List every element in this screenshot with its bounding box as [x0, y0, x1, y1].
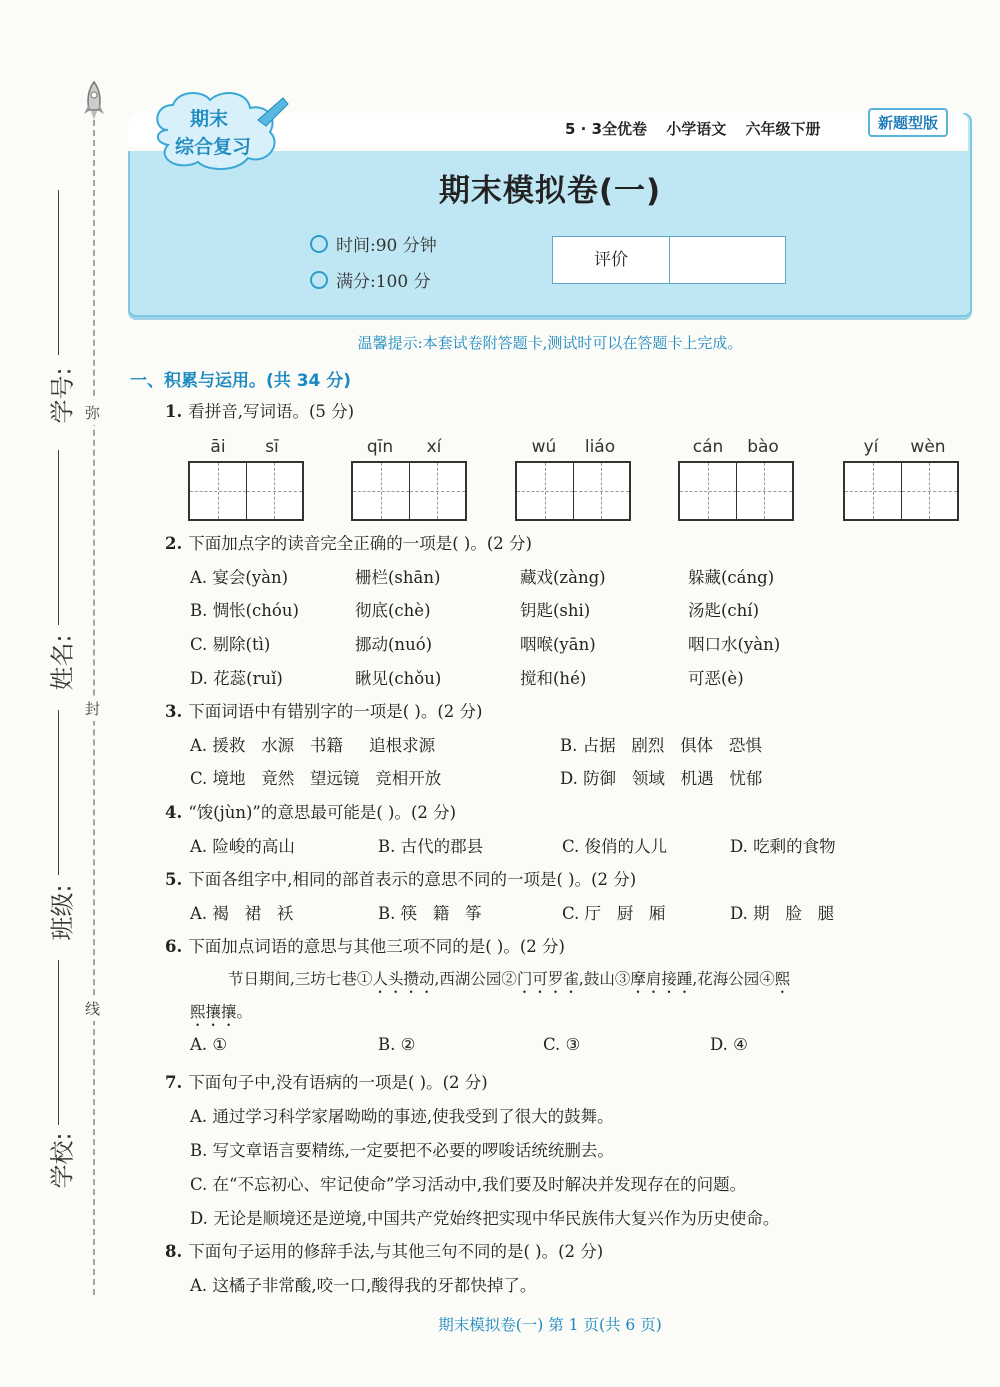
- brand-name: 5 · 3全优卷: [565, 120, 648, 138]
- q8-option-a: A. 这橘子非常酸,咬一口,酸得我的牙都快掉了。: [190, 1276, 537, 1295]
- q3-option-d: D. 防御 领域 机遇 忧郁: [560, 769, 763, 788]
- page-footer: 期末模拟卷(一) 第 1 页(共 6 页): [438, 1316, 662, 1334]
- q6-option: C. ③: [543, 1035, 581, 1054]
- cut-label-mi: 弥: [85, 400, 100, 425]
- q6-passage-line2: 熙攘攘。: [190, 1003, 253, 1021]
- q3-option-c: C. 境地 竟然 望远镜 竞相开放: [190, 769, 442, 788]
- dotted-word: 熙攘攘: [190, 1003, 237, 1021]
- writing-grid[interactable]: [843, 461, 959, 521]
- clock-icon: [310, 235, 328, 253]
- q4-option: B. 古代的郡县: [378, 837, 484, 856]
- q2-option: 搅和(hé): [520, 669, 587, 688]
- pinyin: qīn: [366, 437, 394, 457]
- time-label: 时间:90 分钟: [336, 236, 437, 256]
- subject-name: 小学语文: [666, 120, 727, 138]
- q6-option: B. ②: [378, 1035, 416, 1054]
- q4-option: A. 险峻的高山: [190, 837, 295, 856]
- q2-option: 可恶(è): [688, 669, 744, 688]
- review-badge: [148, 90, 298, 170]
- q2-option: 挪动(nuó): [355, 635, 433, 654]
- question-8: 8. 下面句子运用的修辞手法,与其他三句不同的是( )。(2 分): [165, 1242, 604, 1261]
- time-row: [310, 231, 437, 256]
- q2-option: 咽口水(yàn): [688, 635, 781, 654]
- evaluation-blank[interactable]: [670, 237, 785, 283]
- name-line: [58, 450, 59, 625]
- cut-label-feng: 封: [85, 696, 100, 721]
- q6-option: A. ①: [190, 1035, 228, 1054]
- q3-option-b: B. 占据 剧烈 俱体 恐惧: [560, 736, 762, 755]
- pinyin: yí: [863, 437, 879, 457]
- rocket-icon: [80, 80, 108, 124]
- full-score-row: [310, 267, 431, 292]
- grade-name: 六年级下册: [745, 120, 821, 138]
- q7-option-a: A. 通过学习科学家屠呦呦的事迹,使我受到了很大的鼓舞。: [190, 1107, 614, 1126]
- writing-grid[interactable]: [188, 461, 304, 521]
- q2-option: B. 惆怅(chóu): [190, 601, 299, 620]
- writing-grid[interactable]: [351, 461, 467, 521]
- q5-option: D. 期 脸 腿: [730, 904, 835, 923]
- student-no-line: [58, 190, 59, 355]
- q4-option: C. 俊俏的人儿: [562, 837, 668, 856]
- school-label: 学校:: [48, 1132, 77, 1189]
- question-5: 5. 下面各组字中,相同的部首表示的意思不同的一项是( )。(2 分): [165, 870, 637, 889]
- q3-option-a: A. 援救 水源 书籍 追根求源: [190, 736, 436, 755]
- dotted-word: 摩肩接踵: [630, 970, 693, 988]
- class-line: [58, 710, 59, 875]
- evaluation-box: [552, 236, 786, 284]
- question-1: 1. 看拼音,写词语。(5 分): [165, 402, 355, 421]
- exam-title: 期末模拟卷(一): [438, 173, 662, 209]
- pinyin: sī: [265, 437, 279, 457]
- q2-option: 彻底(chè): [355, 601, 431, 620]
- question-7: 7. 下面句子中,没有语病的一项是( )。(2 分): [165, 1073, 488, 1092]
- q6-option: D. ④: [710, 1035, 748, 1054]
- warm-tip: 温馨提示:本套试卷附答题卡,测试时可以在答题卡上完成。: [357, 334, 743, 352]
- pinyin: liáo: [584, 437, 616, 457]
- class-label: 班级:: [48, 884, 77, 941]
- pinyin: bào: [747, 437, 779, 457]
- q2-option: C. 剔除(tì): [190, 635, 271, 654]
- q2-option: 钥匙(shi): [520, 601, 591, 620]
- pinyin: xí: [426, 437, 442, 457]
- question-4: 4. “馂(jùn)”的意思最可能是( )。(2 分): [165, 803, 457, 822]
- pinyin: āi: [210, 437, 226, 457]
- q2-option: 咽喉(yān): [520, 635, 596, 654]
- name-label: 姓名:: [48, 634, 77, 691]
- q7-option-b: B. 写文章语言要精练,一定要把不必要的啰唆话统统删去。: [190, 1141, 614, 1160]
- section-heading: 一、积累与运用。(共 34 分): [130, 371, 352, 391]
- q2-option: 汤匙(chí): [688, 601, 760, 620]
- q5-option: A. 褐 裙 袄: [190, 904, 294, 923]
- check-icon: [310, 271, 328, 289]
- question-2: 2. 下面加点字的读音完全正确的一项是( )。(2 分): [165, 534, 532, 553]
- q2-option: 躲藏(cáng): [688, 568, 775, 587]
- q2-option: A. 宴会(yàn): [190, 568, 289, 587]
- question-6: 6. 下面加点词语的意思与其他三项不同的是( )。(2 分): [165, 937, 565, 956]
- dotted-word: 人头攒动: [372, 970, 435, 988]
- cut-label-xian: 线: [85, 996, 100, 1021]
- full-score-label: 满分:100 分: [336, 272, 431, 292]
- q2-option: 藏戏(zàng): [520, 568, 606, 587]
- q7-option-d: D. 无论是顺境还是逆境,中国共产党始终把实现中华民族伟大复兴作为历史使命。: [190, 1209, 780, 1228]
- school-line: [58, 960, 59, 1125]
- q5-option: C. 厅 厨 厢: [562, 904, 666, 923]
- student-no-label: 学号:: [48, 367, 77, 424]
- q7-option-c: C. 在“不忘初心、牢记使命”学习活动中,我们要及时解决并发现存在的问题。: [190, 1175, 747, 1194]
- pinyin: wèn: [910, 437, 946, 457]
- dotted-word: 门可罗雀: [516, 970, 579, 988]
- question-3: 3. 下面词语中有错别字的一项是( )。(2 分): [165, 702, 483, 721]
- pinyin: cán: [692, 437, 724, 457]
- edition-tag: 新题型版: [868, 108, 948, 137]
- q2-option: 栅栏(shān): [355, 568, 441, 587]
- dotted-word: 熙: [774, 970, 791, 988]
- q5-option: B. 筷 籍 筝: [378, 904, 482, 923]
- badge-line2: 综合复习: [175, 136, 252, 158]
- q4-option: D. 吃剩的食物: [730, 837, 836, 856]
- badge-line1: 期末: [190, 108, 229, 130]
- brand-row: [565, 118, 835, 139]
- q2-option: D. 花蕊(ruǐ): [190, 669, 283, 688]
- evaluation-label: 评价: [553, 237, 670, 283]
- pinyin: wú: [531, 437, 557, 457]
- writing-grid[interactable]: [515, 461, 631, 521]
- q2-option: 瞅见(chǒu): [355, 669, 442, 688]
- writing-grid[interactable]: [678, 461, 794, 521]
- q6-passage-line1: 节日期间,三坊七巷①人头攒动,西湖公园②门可罗雀,鼓山③摩肩接踵,花海公园④熙: [228, 970, 791, 988]
